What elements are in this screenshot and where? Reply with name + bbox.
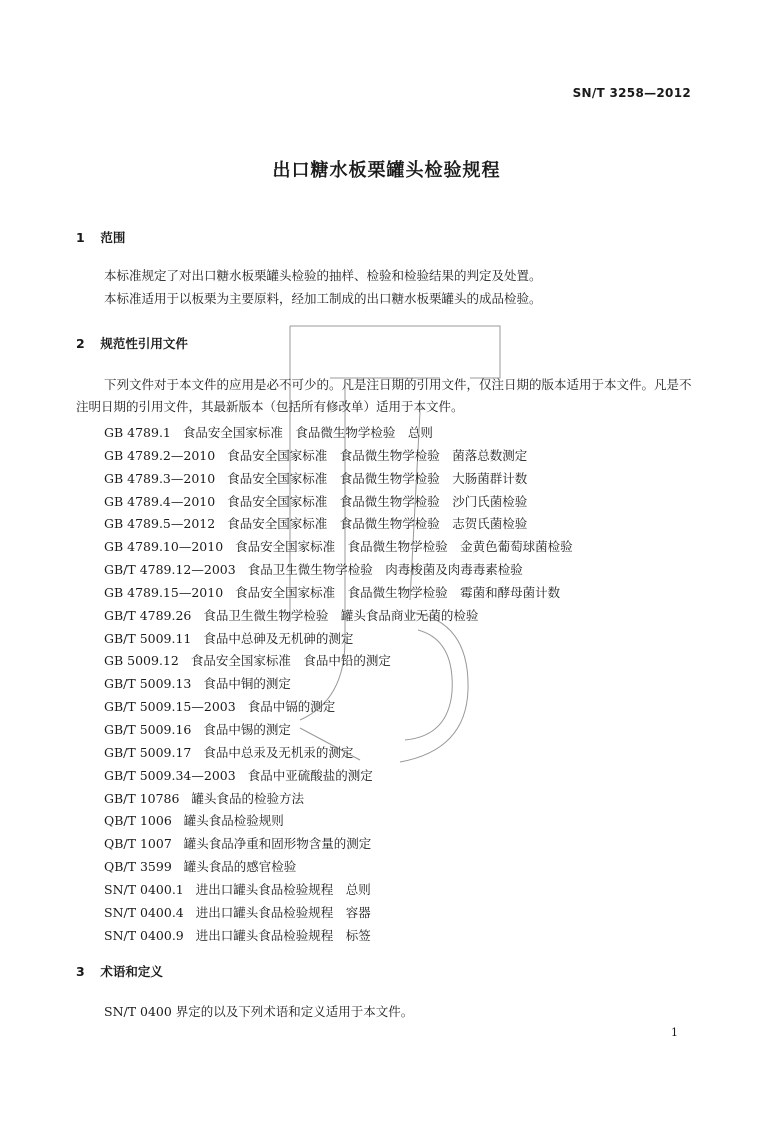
section-1-paragraph-2 <box>76 288 696 310</box>
reference-item <box>104 605 573 628</box>
reference-title: 食品中亚硫酸盐的测定 <box>247 767 373 783</box>
reference-item <box>104 468 573 491</box>
reference-code: GB 4789.1 <box>104 425 171 440</box>
reference-title: 食品卫生微生物学检验 肉毒梭菌及肉毒毒素检验 <box>247 562 523 578</box>
reference-title: 食品中总汞及无机汞的测定 <box>203 744 354 760</box>
reference-item <box>104 925 573 948</box>
section-2-title: 规范性引用文件 <box>100 336 188 351</box>
reference-title: 食品安全国家标准 食品微生物学检验 霉菌和酵母菌计数 <box>235 584 561 600</box>
reference-code: GB 4789.10—2010 <box>104 539 224 555</box>
reference-item <box>104 491 573 514</box>
reference-title: 食品安全国家标准 食品中铅的测定 <box>190 653 391 669</box>
reference-item <box>104 902 573 925</box>
paragraph-text: 下列文件对于本文件的应用是必不可少的。凡是注日期的引用文件，仅注日期的版本适用于本文件。凡是不注明日期的引用文件，其最新版本（包括所有修改单）适用于本文件。 <box>76 377 692 414</box>
reference-title: 进出口罐头食品检验规程 容器 <box>195 904 371 920</box>
paragraph-text: 本标准适用于以板栗为主要原料，经加工制成的出口糖水板栗罐头的成品检验。 <box>104 291 542 306</box>
reference-title: 食品中锡的测定 <box>203 721 291 737</box>
paragraph-text: 本标准规定了对出口糖水板栗罐头检验的抽样、检验和检验结果的判定及处置。 <box>104 268 542 283</box>
reference-code: QB/T 1007 <box>104 836 172 852</box>
reference-item <box>104 650 573 673</box>
section-1-heading <box>76 228 125 246</box>
reference-item <box>104 559 573 582</box>
reference-title: 食品卫生微生物学检验 罐头食品商业无菌的检验 <box>203 607 479 623</box>
reference-code: GB/T 5009.16 <box>104 721 192 737</box>
reference-item <box>104 696 573 719</box>
reference-title: 罐头食品的检验方法 <box>191 790 304 806</box>
page-title: 出口糖水板栗罐头检验规程 <box>272 160 501 181</box>
reference-item <box>104 856 573 879</box>
reference-title: 食品安全国家标准 食品微生物学检验 志贺氏菌检验 <box>227 516 528 532</box>
reference-code: GB 4789.2—2010 <box>104 447 216 463</box>
reference-item <box>104 765 573 788</box>
reference-code: QB/T 3599 <box>104 859 172 875</box>
reference-item <box>104 422 573 445</box>
reference-code: GB 4789.3—2010 <box>104 470 216 486</box>
reference-code: GB/T 4789.12—2003 <box>104 562 236 578</box>
reference-item <box>104 628 573 651</box>
reference-item <box>104 742 573 765</box>
section-1-number: 1 <box>76 230 85 245</box>
reference-item <box>104 833 573 856</box>
reference-code: GB 4789.4—2010 <box>104 493 216 509</box>
reference-item <box>104 719 573 742</box>
reference-title: 罐头食品检验规则 <box>183 813 284 829</box>
reference-code: QB/T 1006 <box>104 813 172 829</box>
reference-item <box>104 788 573 811</box>
section-1-paragraph-1 <box>76 265 696 287</box>
reference-code: GB/T 5009.11 <box>104 630 192 646</box>
section-3-paragraph <box>76 1001 696 1023</box>
reference-item <box>104 673 573 696</box>
reference-item <box>104 536 573 559</box>
standard-number: SN/T 3258—2012 <box>572 86 691 100</box>
reference-code: GB/T 10786 <box>104 790 180 806</box>
reference-list <box>104 422 573 947</box>
reference-code: SN/T 0400.9 <box>104 927 184 943</box>
reference-code: GB/T 5009.17 <box>104 744 192 760</box>
reference-item <box>104 513 573 536</box>
reference-item <box>104 810 573 833</box>
reference-title: 食品中镉的测定 <box>247 699 336 715</box>
reference-code: GB/T 5009.13 <box>104 676 192 692</box>
section-2-heading <box>76 334 188 352</box>
reference-code: GB 4789.5—2012 <box>104 516 216 532</box>
paragraph-text: SN/T 0400 界定的以及下列术语和定义适用于本文件。 <box>104 1004 414 1019</box>
section-2-intro <box>76 374 696 418</box>
reference-code: GB/T 5009.15—2003 <box>104 699 236 715</box>
reference-title: 食品中总砷及无机砷的测定 <box>203 630 354 646</box>
reference-code: SN/T 0400.4 <box>104 904 184 920</box>
reference-title: 食品中铜的测定 <box>203 676 291 692</box>
reference-title: 食品安全国家标准 食品微生物学检验 大肠菌群计数 <box>227 470 528 486</box>
section-3-title: 术语和定义 <box>100 964 163 979</box>
reference-code: GB 4789.15—2010 <box>104 584 224 600</box>
reference-title: 食品安全国家标准 食品微生物学检验 总则 <box>182 425 433 440</box>
reference-code: GB/T 5009.34—2003 <box>104 767 236 783</box>
reference-title: 进出口罐头食品检验规程 标签 <box>195 927 371 943</box>
reference-title: 罐头食品的感官检验 <box>183 859 297 875</box>
reference-title: 食品安全国家标准 食品微生物学检验 沙门氏菌检验 <box>227 493 528 509</box>
reference-item <box>104 445 573 468</box>
reference-code: SN/T 0400.1 <box>104 881 184 897</box>
section-3-number: 3 <box>76 964 85 979</box>
reference-code: GB/T 4789.26 <box>104 607 192 623</box>
reference-title: 食品安全国家标准 食品微生物学检验 菌落总数测定 <box>227 447 528 463</box>
reference-title: 进出口罐头食品检验规程 总则 <box>195 881 371 897</box>
page-number: 1 <box>671 1026 678 1039</box>
reference-title: 食品安全国家标准 食品微生物学检验 金黄色葡萄球菌检验 <box>235 539 573 555</box>
reference-title: 罐头食品净重和固形物含量的测定 <box>183 836 372 852</box>
reference-item <box>104 582 573 605</box>
section-3-heading <box>76 962 163 980</box>
section-2-number: 2 <box>76 336 85 351</box>
reference-code: GB 5009.12 <box>104 653 179 669</box>
reference-item <box>104 879 573 902</box>
section-1-title: 范围 <box>100 230 126 245</box>
